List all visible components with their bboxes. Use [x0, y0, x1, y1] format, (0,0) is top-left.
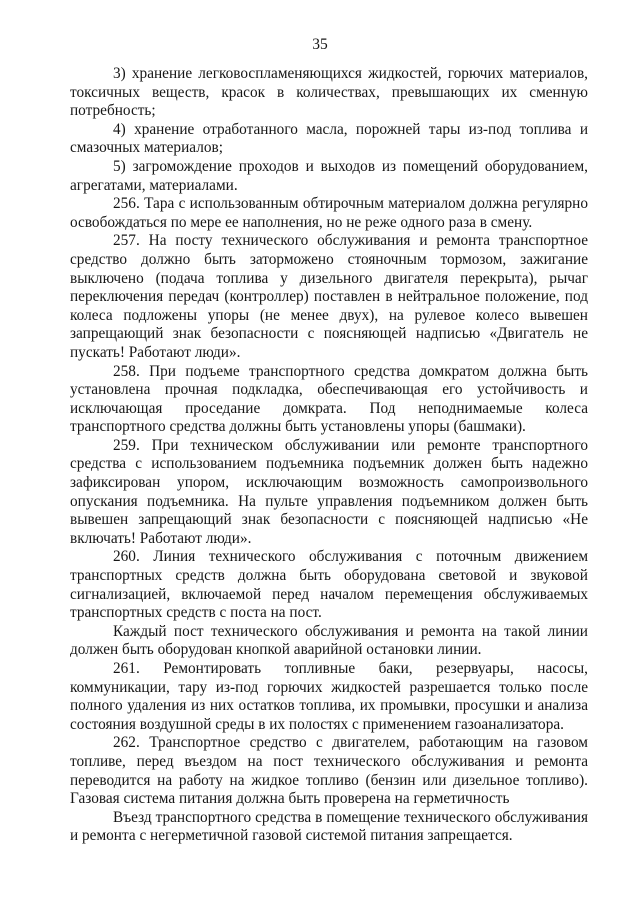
page-number: 35: [312, 36, 328, 53]
paragraph-258: 258. При подъеме транспортного средства домкратом должна быть установлена прочная подкладка, обеспечивающая его устойчивость и исключающая проседание домкрата. Под неподнимаемые колеса транспортного средства должны быть установлены упоры (башмаки).: [70, 362, 588, 436]
paragraph-item-3: 3) хранение легковоспламеняющихся жидкостей, горючих материалов, токсичных веществ, красок в количествах, превышающих их сменную потребность;: [70, 65, 588, 120]
paragraph-259: 259. При техническом обслуживании или ремонте транспортного средства с использованием подъемника подъемник должен быть надежно зафиксирован упором, исключающим возможность самопроизвольного опускания подъемника. На пульте управления подъемником должен быть вывешен запрещающий знак безопасности с поясняющей надписью «Не включать! Работают люди».: [70, 436, 588, 547]
paragraph-item-5: 5) загромождение проходов и выходов из помещений оборудованием, агрегатами, материалами.: [70, 157, 588, 194]
paragraph-260-continuation: Каждый пост технического обслуживания и ремонта на такой линии должен быть оборудован кнопкой аварийной остановки линии.: [70, 622, 588, 659]
paragraph-261: 261. Ремонтировать топливные баки, резервуары, насосы, коммуникации, тару из-под горючих жидкостей разрешается только после полного удаления из них остатков топлива, их промывки, просушки и анализа состояния воздушной среды в их полостях с применением газоанализатора.: [70, 660, 588, 733]
paragraph-257: 257. На посту технического обслуживания и ремонта транспортное средство должно быть заторможено стояночным тормозом, зажигание выключено (подача топлива у дизельного двигателя перекрыта), рычаг переключения передач (контроллер) поставлен в нейтральное положение, под колеса подложены упоры (не менее двух), на рулевое колесо вывешен запрещающий знак безопасности с поясняющей надписью «Двигатель не пускать! Работают люди».: [70, 232, 588, 361]
paragraph-256: 256. Тара с использованным обтирочным материалом должна регулярно освобождаться по мере ее наполнения, но не реже одного раза в смену.: [70, 195, 588, 231]
paragraph-262: 262. Транспортное средство с двигателем, работающим на газовом топливе, перед въездом на пост технического обслуживания и ремонта переводится на работу на жидкое топливо (бензин или дизельное топливо). Газовая система питания должна быть проверена на герметичность: [70, 734, 588, 808]
document-body: [70, 65, 588, 846]
paragraph-262-continuation: Въезд транспортного средства в помещение технического обслуживания и ремонта с негерметичной газовой системой питания запрещается.: [70, 808, 588, 845]
paragraph-260: 260. Линия технического обслуживания с поточным движением транспортных средств должна быть оборудована световой и звуковой сигнализацией, включаемой перед началом перемещения обслуживаемых транспортных средств с поста на пост.: [70, 548, 588, 622]
paragraph-item-4: 4) хранение отработанного масла, порожней тары из-под топлива и смазочных материалов;: [70, 120, 588, 157]
